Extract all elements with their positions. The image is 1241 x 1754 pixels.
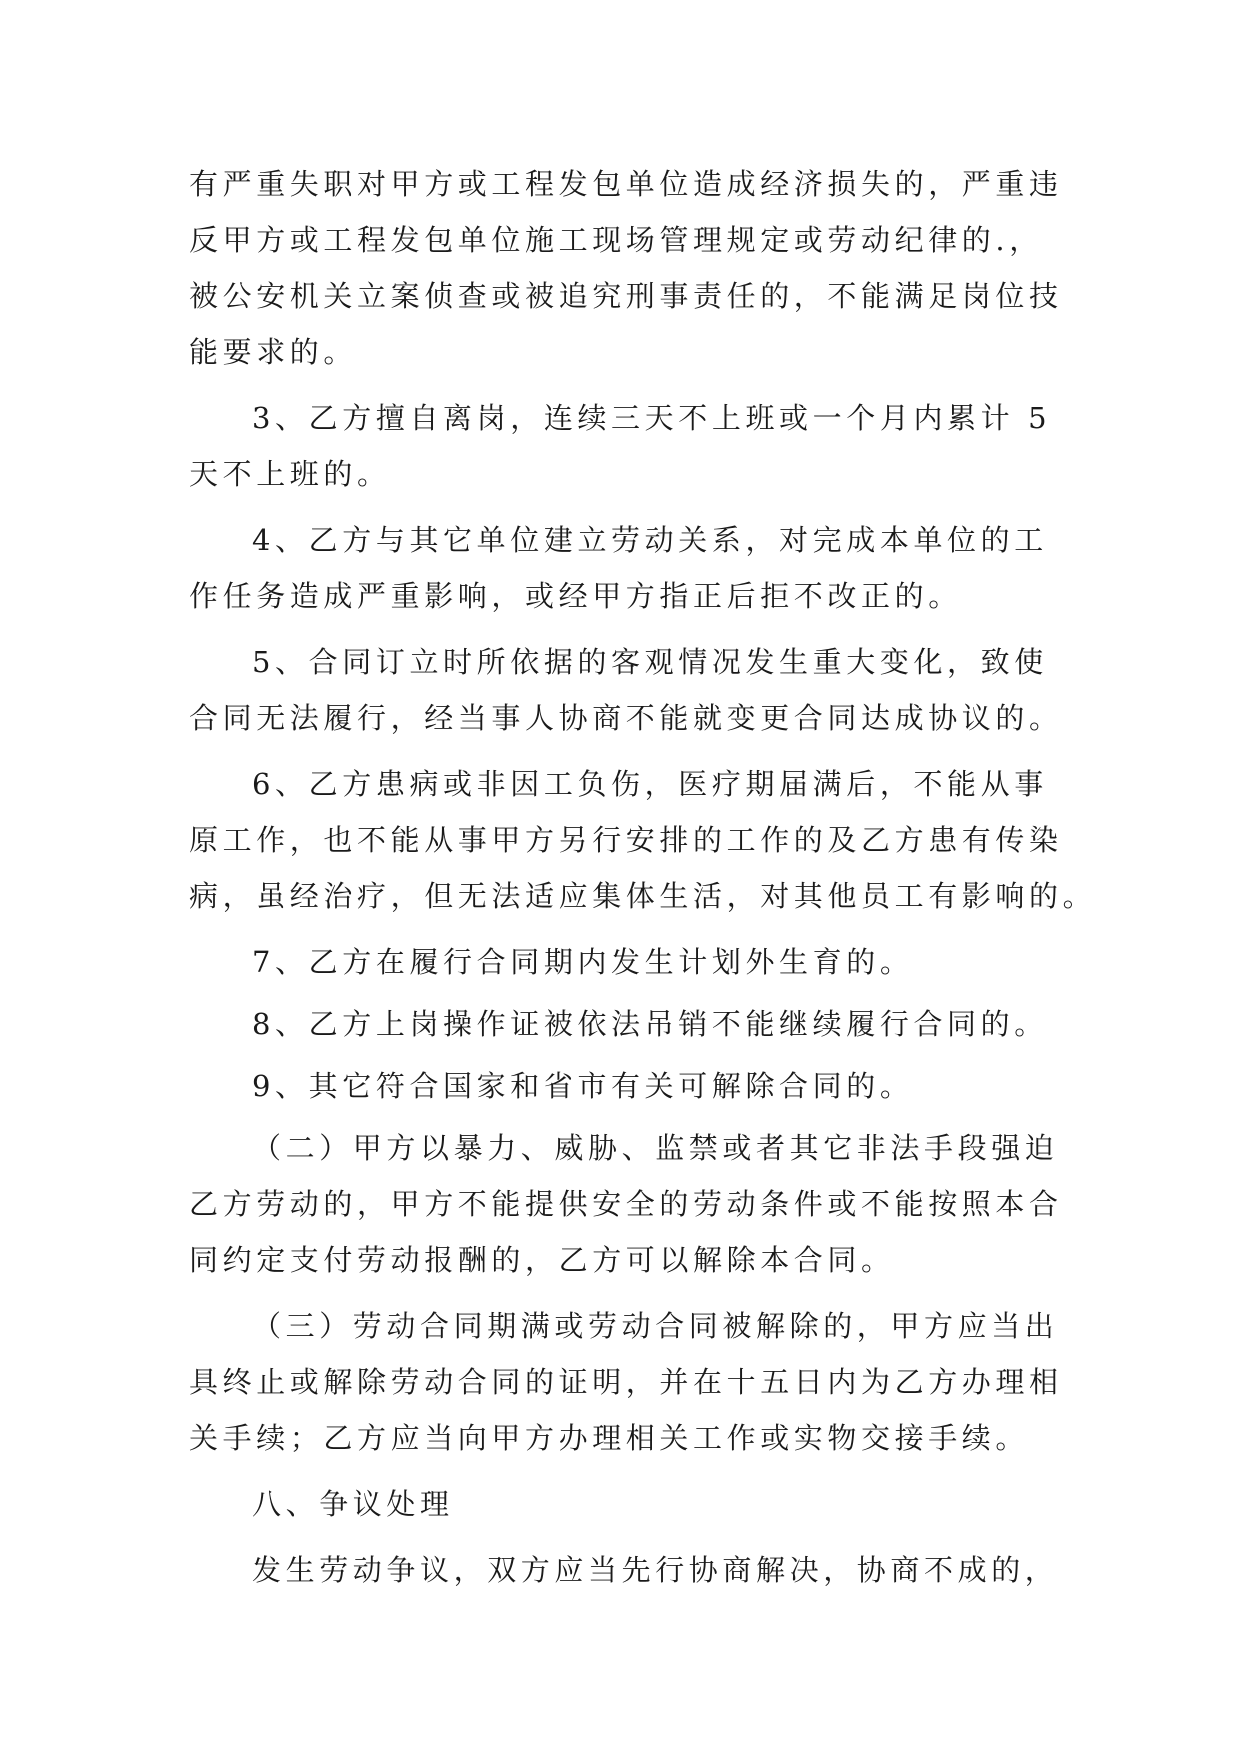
text-line: 7、乙方在履行合同期内发生计划外生育的。	[252, 945, 914, 979]
text-line: 病，虽经治疗，但无法适应集体生活，对其他员工有影响的。	[189, 879, 1097, 913]
text-line: 能要求的。	[189, 335, 358, 369]
text-line: 有严重失职对甲方或工程发包单位造成经济损失的，严重违	[189, 167, 1063, 201]
text-line: 具终止或解除劳动合同的证明，并在十五日内为乙方办理相	[189, 1365, 1063, 1399]
text-line: 合同无法履行，经当事人协商不能就变更合同达成协议的。	[189, 701, 1063, 735]
section-heading: 八、争议处理	[252, 1487, 454, 1521]
text-line: 发生劳动争议，双方应当先行协商解决，协商不成的，	[252, 1553, 1059, 1587]
text-line: 8、乙方上岗操作证被依法吊销不能继续履行合同的。	[252, 1007, 1048, 1041]
text-line: 6、乙方患病或非因工负伤，医疗期届满后，不能从事	[252, 767, 1048, 801]
text-line: （二）甲方以暴力、威胁、监禁或者其它非法手段强迫	[252, 1131, 1059, 1165]
text-line: 同约定支付劳动报酬的，乙方可以解除本合同。	[189, 1243, 895, 1277]
text-line: 3、乙方擅自离岗，连续三天不上班或一个月内累计 5	[252, 401, 1052, 435]
text-line: 作任务造成严重影响，或经甲方指正后拒不改正的。	[189, 579, 962, 613]
text-line: 被公安机关立案侦查或被追究刑事责任的，不能满足岗位技	[189, 279, 1063, 313]
text-line: 4、乙方与其它单位建立劳动关系，对完成本单位的工	[252, 523, 1048, 557]
text-line: 乙方劳动的，甲方不能提供安全的劳动条件或不能按照本合	[189, 1187, 1063, 1221]
text-line: 原工作，也不能从事甲方另行安排的工作的及乙方患有传染	[189, 823, 1063, 857]
text-line: 关手续；乙方应当向甲方办理相关工作或实物交接手续。	[189, 1421, 1030, 1455]
text-line: 反甲方或工程发包单位施工现场管理规定或劳动纪律的.，	[189, 223, 1043, 257]
text-line: 9、其它符合国家和省市有关可解除合同的。	[252, 1069, 914, 1103]
text-line: 天不上班的。	[189, 457, 391, 491]
text-line: （三）劳动合同期满或劳动合同被解除的，甲方应当出	[252, 1309, 1059, 1343]
text-line: 5、合同订立时所依据的客观情况发生重大变化，致使	[252, 645, 1048, 679]
